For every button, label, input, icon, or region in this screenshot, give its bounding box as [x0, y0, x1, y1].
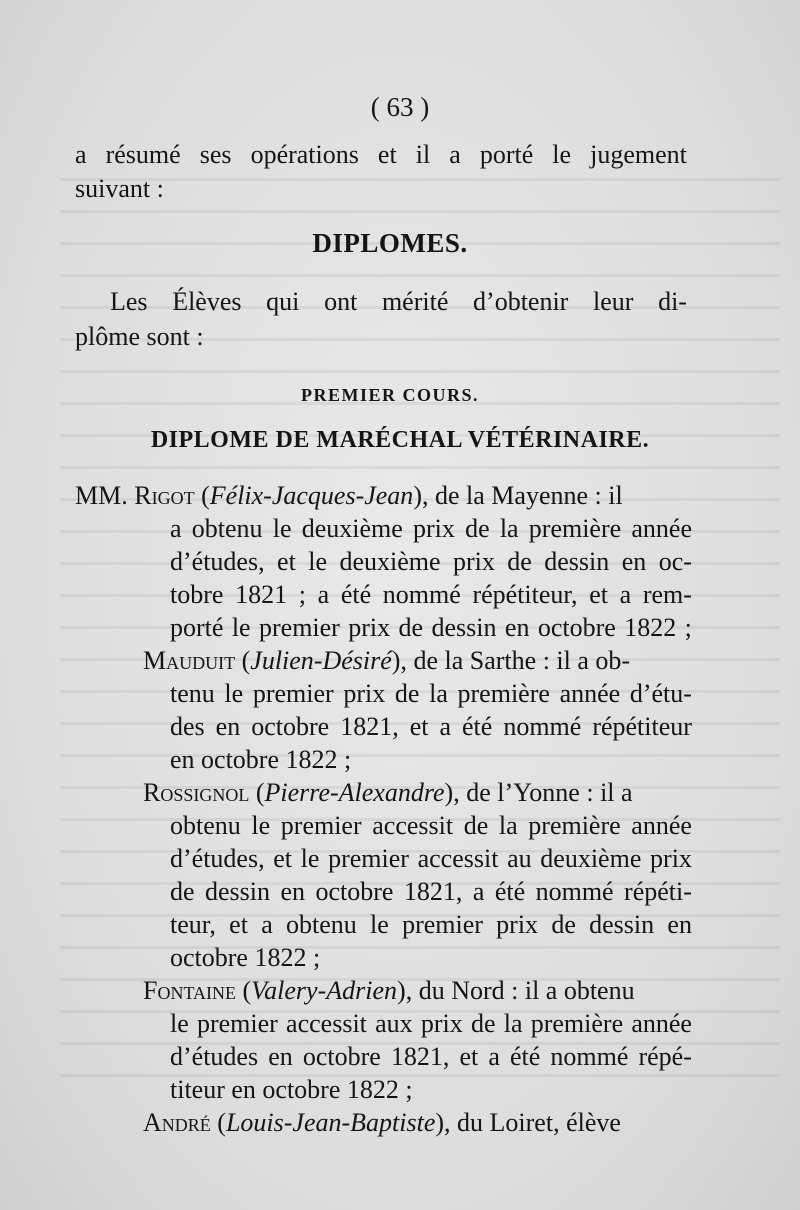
entry-mauduit-line-2: des en octobre 1821, et a été nommé répétiteur [170, 712, 692, 741]
entry-mauduit-line-1: tenu le premier prix de la première année d’étu- [170, 679, 692, 708]
entry-origin: , de la Mayenne : il [421, 481, 623, 510]
entry-fontaine-line-1: le premier accessit aux prix de la première année [170, 1009, 692, 1038]
paragraph-line-1: Les Élèves qui ont mérité d’obtenir leur di- [110, 287, 687, 316]
diploma-heading: DIPLOME DE MARÉCHAL VÉTÉRINAIRE. [150, 427, 650, 453]
intro-line-1: a résumé ses opérations et il a porté le jugement [75, 140, 687, 169]
entry-andre-head: André (Louis-Jean-Baptiste), du Loiret, élève [143, 1108, 621, 1137]
entry-origin: , de la Sarthe : il a ob- [400, 646, 631, 675]
intro-line-2: suivant : [75, 174, 164, 203]
entry-surname: Rigot [134, 481, 195, 510]
entry-rossignol-line-5: octobre 1822 ; [170, 943, 321, 972]
entry-rigot-head: MM. Rigot (Félix-Jacques-Jean), de la Mayenne : il [75, 481, 623, 510]
section-title: DIPLOMES. [312, 228, 468, 258]
entry-surname: Rossignol [143, 778, 250, 807]
entry-rigot-line-2: d’études, et le deuxième prix de dessin en oc- [170, 547, 692, 576]
entry-given-names: Félix-Jacques-Jean [209, 481, 414, 510]
entry-prefix: MM. [75, 481, 135, 510]
entry-rigot-line-4: porté le premier prix de dessin en octobre 1822 ; [170, 613, 692, 642]
paragraph-line-2: plôme sont : [75, 322, 204, 351]
entry-given-names: Louis-Jean-Baptiste [225, 1108, 436, 1137]
page-number: ( 63 ) [370, 92, 430, 122]
entry-rigot-line-3: tobre 1821 ; a été nommé répétiteur, et a rem- [170, 580, 692, 609]
entry-rossignol-line-1: obtenu le premier accessit de la première année [170, 811, 692, 840]
entry-surname: André [143, 1108, 211, 1137]
entry-rossignol-head: Rossignol (Pierre-Alexandre), de l’Yonne : il a [143, 778, 633, 807]
entry-given-names: Pierre-Alexandre [264, 778, 445, 807]
entry-fontaine-head: Fontaine (Valery-Adrien), du Nord : il a obtenu [143, 976, 635, 1005]
entry-rossignol-line-2: d’études, et le premier accessit au deuxième prix [170, 844, 692, 873]
entry-origin: , du Loiret, élève [444, 1108, 621, 1137]
entry-origin: , du Nord : il a obtenu [405, 976, 635, 1005]
entry-mauduit-line-3: en octobre 1822 ; [170, 745, 352, 774]
entry-surname: Fontaine [143, 976, 236, 1005]
entry-rigot-line-1: a obtenu le deuxième prix de la première année [170, 514, 692, 543]
entry-fontaine-line-2: d’études en octobre 1821, et a été nommé répé- [170, 1042, 692, 1071]
entry-rossignol-line-3: de dessin en octobre 1821, a été nommé répéti- [170, 877, 692, 906]
course-heading: PREMIER COURS. [300, 385, 479, 405]
entry-origin: , de l’Yonne : il a [453, 778, 633, 807]
entry-mauduit-head: Mauduit (Julien-Désiré), de la Sarthe : il a ob- [143, 646, 631, 675]
entry-surname: Mauduit [143, 646, 236, 675]
entry-rossignol-line-4: teur, et a obtenu le premier prix de dessin en [170, 910, 692, 939]
entry-given-names: Valery-Adrien [251, 976, 398, 1005]
entry-fontaine-line-3: titeur en octobre 1822 ; [170, 1075, 413, 1104]
entry-given-names: Julien-Désiré [250, 646, 392, 675]
